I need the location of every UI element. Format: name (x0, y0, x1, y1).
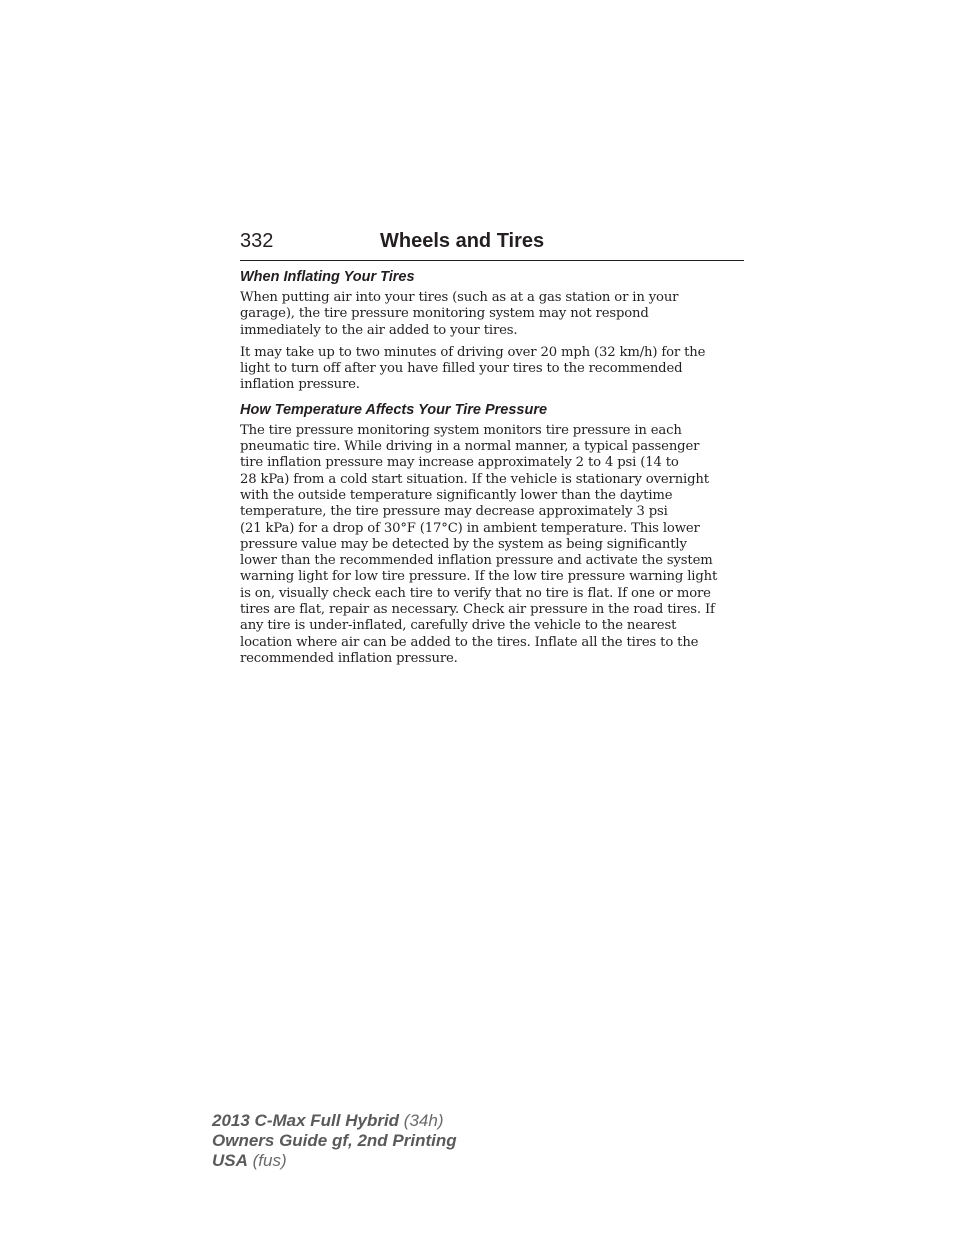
text-line: recommended inflation pressure. (240, 650, 458, 666)
section-when-inflating (240, 267, 744, 394)
body-paragraph (240, 290, 744, 339)
section-heading: How Temperature Affects Your Tire Pressure (240, 401, 548, 418)
section-heading: When Inflating Your Tires (240, 269, 415, 285)
footer-market: USA (212, 1151, 248, 1170)
text-line: pneumatic tire. While driving in a normal manner, a typical passenger (240, 439, 700, 455)
text-line: is on, visually check each tire to verify that no tire is flat. If one or more (240, 585, 711, 601)
page-number: 332 (240, 230, 274, 252)
footer-guide: Owners Guide gf, 2nd Printing (212, 1131, 457, 1150)
text-line: (21 kPa) for a drop of 30°F (17°C) in ambient temperature. This lower (240, 520, 700, 536)
footer-line (212, 1151, 457, 1171)
text-line: any tire is under-inflated, carefully drive the vehicle to the nearest (240, 618, 677, 634)
text-line: inflation pressure. (240, 377, 360, 393)
text-line: location where air can be added to the tires. Inflate all the tires to the (240, 634, 699, 650)
page-footer (212, 1111, 457, 1171)
text-line: garage), the tire pressure monitoring system may not respond (240, 306, 649, 322)
footer-model-code: (34h) (403, 1111, 444, 1130)
body-paragraph (240, 423, 744, 667)
text-line: pressure value may be detected by the system as being significantly (240, 536, 687, 552)
body-paragraph (240, 345, 744, 394)
text-line: immediately to the air added to your tires. (240, 322, 518, 338)
text-line: light to turn off after you have filled your tires to the recommended (240, 361, 683, 377)
text-line: The tire pressure monitoring system monitors tire pressure in each (240, 422, 682, 438)
text-line: tires are flat, repair as necessary. Check air pressure in the road tires. If (240, 602, 715, 618)
chapter-title: Wheels and Tires (380, 230, 545, 252)
footer-line (212, 1111, 457, 1131)
text-line: tire inflation pressure may increase approximately 2 to 4 psi (14 to (240, 455, 679, 471)
text-line: It may take up to two minutes of driving over 20 mph (32 km/h) for the (240, 344, 706, 360)
footer-market-code: (fus) (252, 1151, 287, 1170)
text-line: lower than the recommended inflation pressure and activate the system (240, 553, 713, 569)
text-line: When putting air into your tires (such as at a gas station or in your (240, 290, 679, 305)
text-line: temperature, the tire pressure may decrease approximately 3 psi (240, 504, 668, 520)
page-content (240, 267, 744, 673)
text-line: with the outside temperature significantly lower than the daytime (240, 487, 673, 503)
footer-line (212, 1131, 457, 1151)
text-line: 28 kPa) from a cold start situation. If the vehicle is stationary overnight (240, 471, 709, 487)
text-line: warning light for low tire pressure. If the low tire pressure warning light (240, 569, 718, 585)
section-temperature (240, 400, 744, 667)
page-header (240, 229, 744, 261)
footer-model: 2013 C-Max Full Hybrid (212, 1111, 400, 1130)
